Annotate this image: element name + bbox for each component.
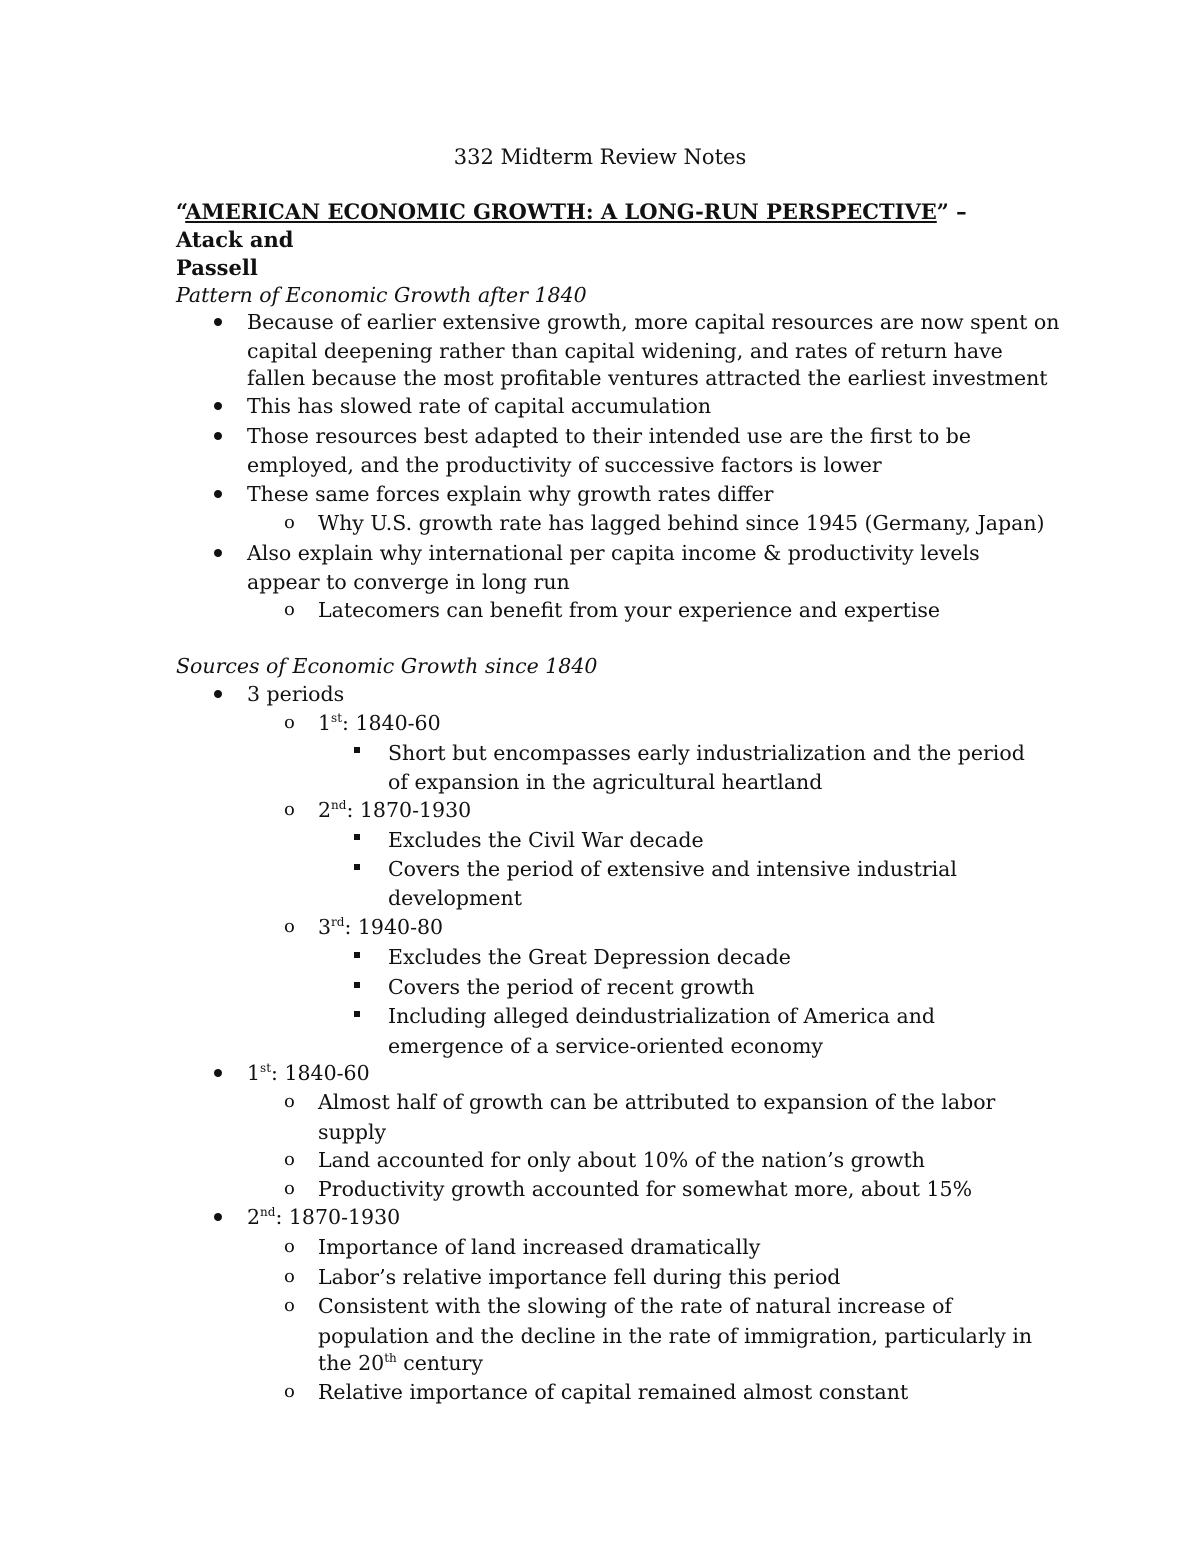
section-title-sources: Sources of Economic Growth since 1840 [176,654,598,678]
period-label: 3rd: 1940-80 [318,915,444,939]
sub-list-item-cont: the 20th century [318,1351,483,1375]
detail-item: Short but encompasses early industrialization and the period [388,741,1025,765]
bullet-square [354,982,360,988]
heading-quote-close: ” [936,199,949,224]
list-item: 3 periods [247,682,345,706]
document-title: 332 Midterm Review Notes [453,145,747,169]
detail-item-cont: development [388,886,523,910]
period-heading: 1st: 1840-60 [247,1061,370,1085]
detail-item: Covers the period of extensive and intensive industrial [388,857,957,881]
sub-bullet-o: o [284,1149,295,1170]
heading-authors-cont: Passell [176,255,258,280]
period-heading: 2nd: 1870-1930 [247,1205,401,1229]
detail-item: Excludes the Civil War decade [388,828,704,852]
bullet-dot [214,490,222,498]
sub-bullet-o: o [284,512,295,533]
sub-bullet-o: o [284,799,295,820]
bullet-square [354,1011,360,1017]
heading-authors: – Atack and [176,199,967,252]
list-item-cont: capital deepening rather than capital widening, and rates of return have [247,339,1003,363]
sub-bullet-o: o [284,1236,295,1257]
list-item: Because of earlier extensive growth, more capital resources are now spent on [247,310,1060,334]
sub-bullet-o: o [284,599,295,620]
bullet-dot [214,1213,222,1221]
list-item: These same forces explain why growth rates differ [247,482,774,506]
sub-list-item: Importance of land increased dramatically [318,1235,761,1259]
list-item: Those resources best adapted to their intended use are the first to be [247,424,972,448]
bullet-square [354,834,360,840]
sub-list-item: Land accounted for only about 10% of the nation’s growth [318,1148,925,1172]
list-item: This has slowed rate of capital accumulation [247,394,712,418]
bullet-dot [214,402,222,410]
bullet-square [354,864,360,870]
sub-list-item: Labor’s relative importance fell during this period [318,1265,841,1289]
sub-bullet-o: o [284,1295,295,1316]
sub-bullet-o: o [284,1091,295,1112]
sub-list-item: Latecomers can benefit from your experience and expertise [318,598,941,622]
bullet-dot [214,318,222,326]
list-item-cont: fallen because the most profitable ventures attracted the earliest investment [247,366,1048,390]
heading-title: AMERICAN ECONOMIC GROWTH: A LONG-RUN PERSPECTIVE [185,199,937,224]
reading-heading [176,198,1036,282]
detail-item-cont: emergence of a service-oriented economy [388,1034,823,1058]
sub-bullet-o: o [284,1381,295,1402]
sub-list-item: Almost half of growth can be attributed to expansion of the labor [318,1090,996,1114]
detail-item: Excludes the Great Depression decade [388,945,791,969]
sub-list-item-cont: population and the decline in the rate of immigration, particularly in [318,1324,1033,1348]
heading-quote-open: “ [176,199,186,224]
sub-list-item: Relative importance of capital remained almost constant [318,1380,909,1404]
detail-item: Covers the period of recent growth [388,975,755,999]
bullet-dot [214,432,222,440]
list-item-cont: employed, and the productivity of successive factors is lower [247,453,882,477]
sub-bullet-o: o [284,916,295,937]
sub-list-item: Why U.S. growth rate has lagged behind since 1945 (Germany, Japan) [318,511,1045,535]
section-title-pattern: Pattern of Economic Growth after 1840 [176,283,587,307]
sub-bullet-o: o [284,1266,295,1287]
sub-list-item: Consistent with the slowing of the rate of natural increase of [318,1294,953,1318]
detail-item-cont: of expansion in the agricultural heartland [388,770,823,794]
bullet-square [354,747,360,753]
bullet-dot [214,1069,222,1077]
list-item-cont: appear to converge in long run [247,570,570,594]
bullet-dot [214,690,222,698]
list-item: Also explain why international per capita income & productivity levels [247,541,980,565]
bullet-dot [214,549,222,557]
period-label: 2nd: 1870-1930 [318,798,472,822]
period-label: 1st: 1840-60 [318,711,441,735]
sub-bullet-o: o [284,1178,295,1199]
detail-item: Including alleged deindustrialization of America and [388,1004,936,1028]
sub-list-item-cont: supply [318,1120,387,1144]
bullet-square [354,952,360,958]
sub-bullet-o: o [284,712,295,733]
sub-list-item: Productivity growth accounted for somewhat more, about 15% [318,1177,973,1201]
